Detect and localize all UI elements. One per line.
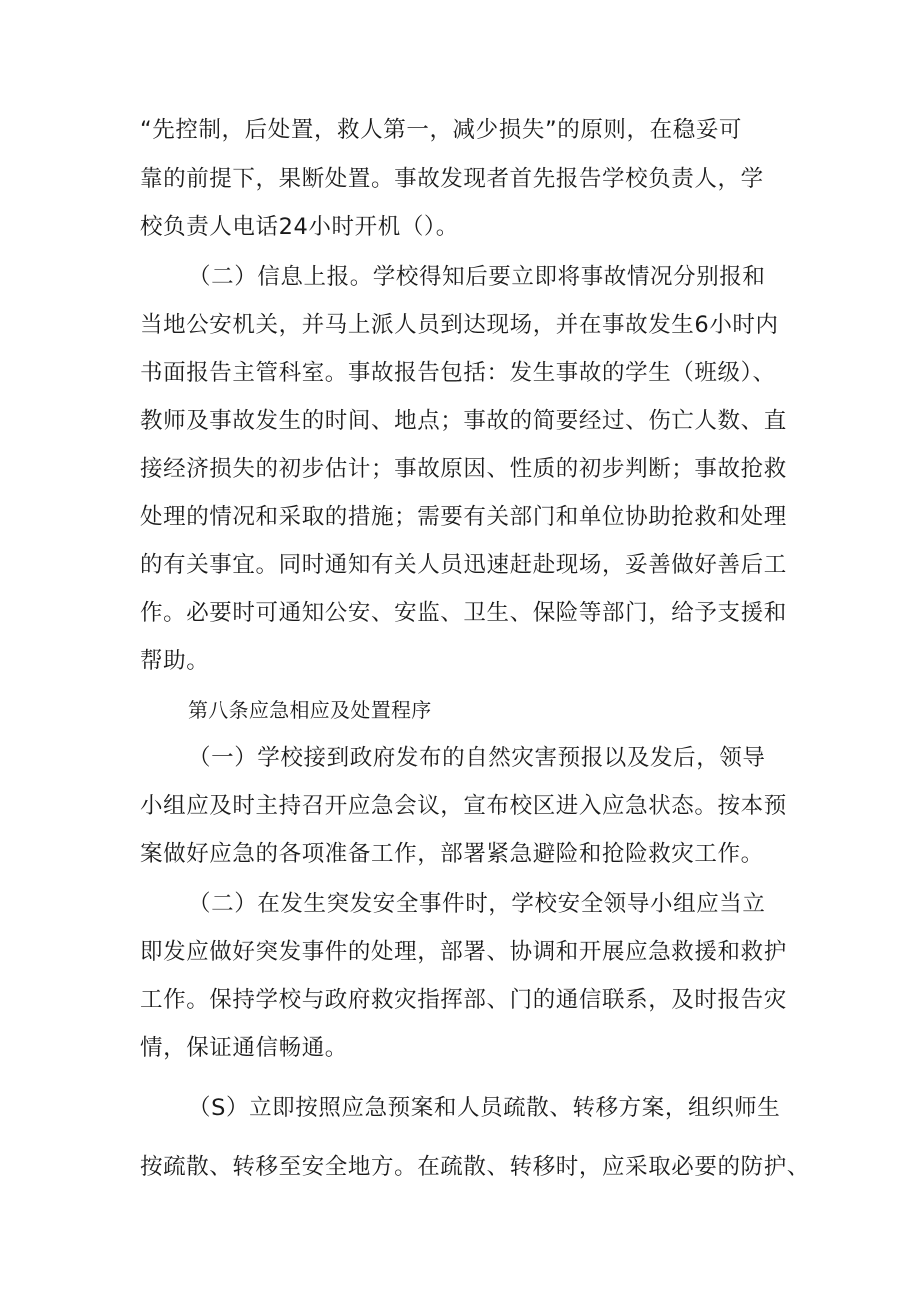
paragraph-first-line: （二）在发生突发安全事件时，学校安全领导小组应当立 bbox=[188, 891, 766, 917]
paragraph-first-line: （一）学校接到政府发布的自然灾害预报以及发后，领导 bbox=[188, 745, 766, 771]
section-heading: 第八条应急相应及处置程序 bbox=[188, 698, 432, 722]
text-line: 按疏散、转移至安全地方。在疏散、转移时，应采取必要的防护、 bbox=[140, 1154, 810, 1180]
text-line: 情，保证通信畅通。 bbox=[140, 1035, 348, 1061]
text-line: 帮助。 bbox=[140, 648, 210, 674]
text-line: 校负责人电话24小时开机（）。 bbox=[140, 214, 459, 240]
paragraph-first-line: （二）信息上报。学校得知后要立即将事故情况分别报和 bbox=[188, 264, 766, 290]
text-line: 靠的前提下，果断处置。事故发现者首先报告学校负责人，学 bbox=[140, 166, 764, 192]
text-line: 当地公安机关，并马上派人员到达现场，并在事故发生6小时内 bbox=[140, 312, 779, 338]
text-line: 处理的情况和采取的措施；需要有关部门和单位协助抢救和处理 bbox=[140, 504, 787, 530]
text-line: 的有关事宜。同时通知有关人员迅速赶赴现场，妥善做好善后工 bbox=[140, 552, 787, 578]
text-line: 即发应做好突发事件的处理，部署、协调和开展应急救援和救护 bbox=[140, 939, 787, 965]
text-line: “先控制，后处置，救人第一，减少损失”的原则，在稳妥可 bbox=[140, 117, 743, 143]
text-line: 书面报告主管科室。事故报告包括：发生事故的学生（班级）、 bbox=[140, 360, 776, 386]
text-line: 案做好应急的各项准备工作，部署紧急避险和抢险救灾工作。 bbox=[140, 841, 764, 867]
text-line: 小组应及时主持召开应急会议，宣布校区进入应急状态。按本预 bbox=[140, 793, 787, 819]
text-line: 接经济损失的初步估计；事故原因、性质的初步判断；事故抢救 bbox=[140, 456, 787, 482]
text-line: 工作。保持学校与政府救灾指挥部、门的通信联系，及时报告灾 bbox=[140, 987, 787, 1013]
text-line: 作。必要时可通知公安、安监、卫生、保险等部门，给予支援和 bbox=[140, 600, 787, 626]
paragraph-first-line: （S）立即按照应急预案和人员疏散、转移方案，组织师生 bbox=[188, 1095, 781, 1121]
text-line: 教师及事故发生的时间、地点；事故的简要经过、伤亡人数、直 bbox=[140, 408, 787, 434]
